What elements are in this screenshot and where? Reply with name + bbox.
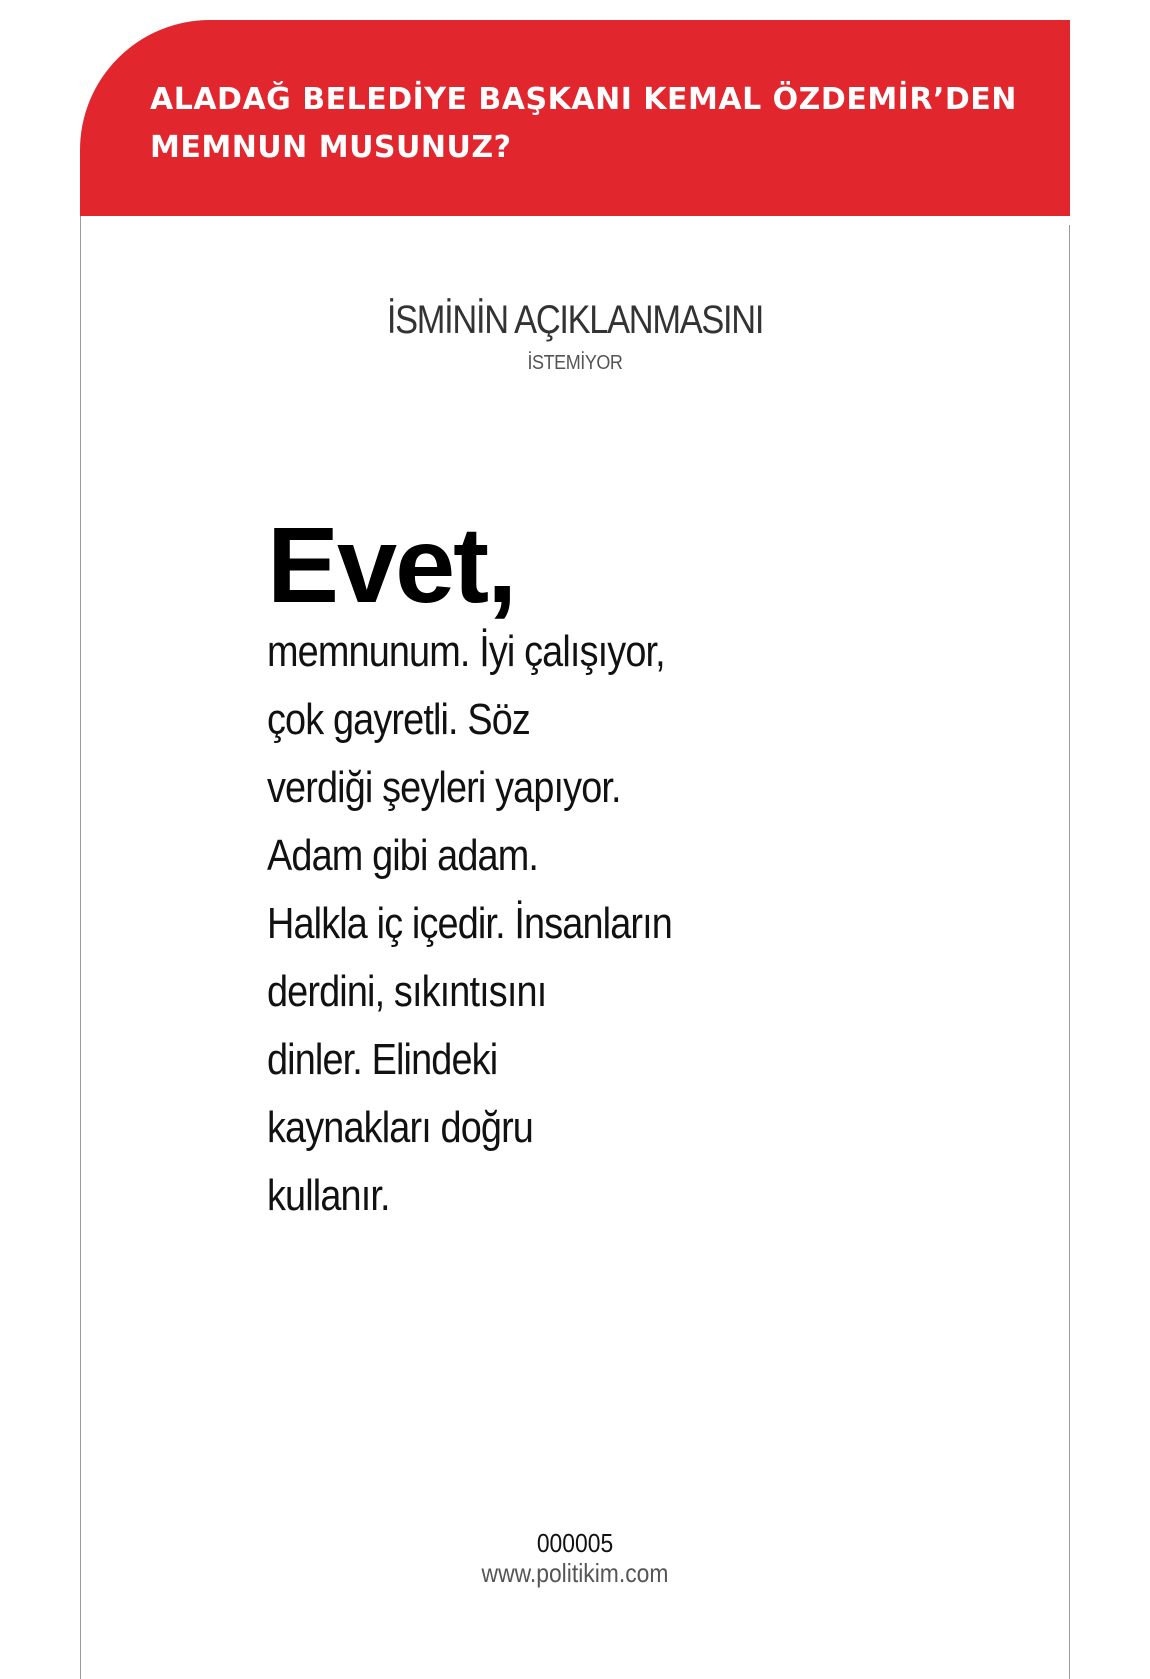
answer-body <box>267 618 738 1230</box>
answer-line: çok gayretli. Söz <box>267 695 530 744</box>
answer-line: Adam gibi adam. <box>267 831 539 880</box>
question-title-line-2: MEMNUN MUSUNUZ? <box>150 130 512 165</box>
respondent-sublabel: İSTEMİYOR <box>527 352 623 374</box>
answer-line: kaynakları doğru <box>267 1103 533 1152</box>
card-border-right <box>1069 225 1070 1679</box>
respondent-label: İSMİNİN AÇIKLANMASINI <box>386 298 764 342</box>
answer-line: dinler. Elindeki <box>267 1035 498 1084</box>
question-header <box>80 20 1070 216</box>
answer-line: kullanır. <box>267 1171 390 1220</box>
footer-url: www.politikim.com <box>481 1558 669 1588</box>
answer-line: derdini, sıkıntısını <box>267 967 547 1016</box>
answer-line: Halkla iç içedir. İnsanların <box>267 899 672 948</box>
card-border-left <box>80 215 81 1679</box>
answer-line: verdiği şeyleri yapıyor. <box>267 763 621 812</box>
footer-id: 000005 <box>536 1528 614 1558</box>
answer-headline: Evet, <box>267 504 516 625</box>
answer-line: memnunum. İyi çalışıyor, <box>267 627 665 676</box>
question-title-line-1: ALADAĞ BELEDİYE BAŞKANI KEMAL ÖZDEMİR’DEN <box>150 82 1017 117</box>
